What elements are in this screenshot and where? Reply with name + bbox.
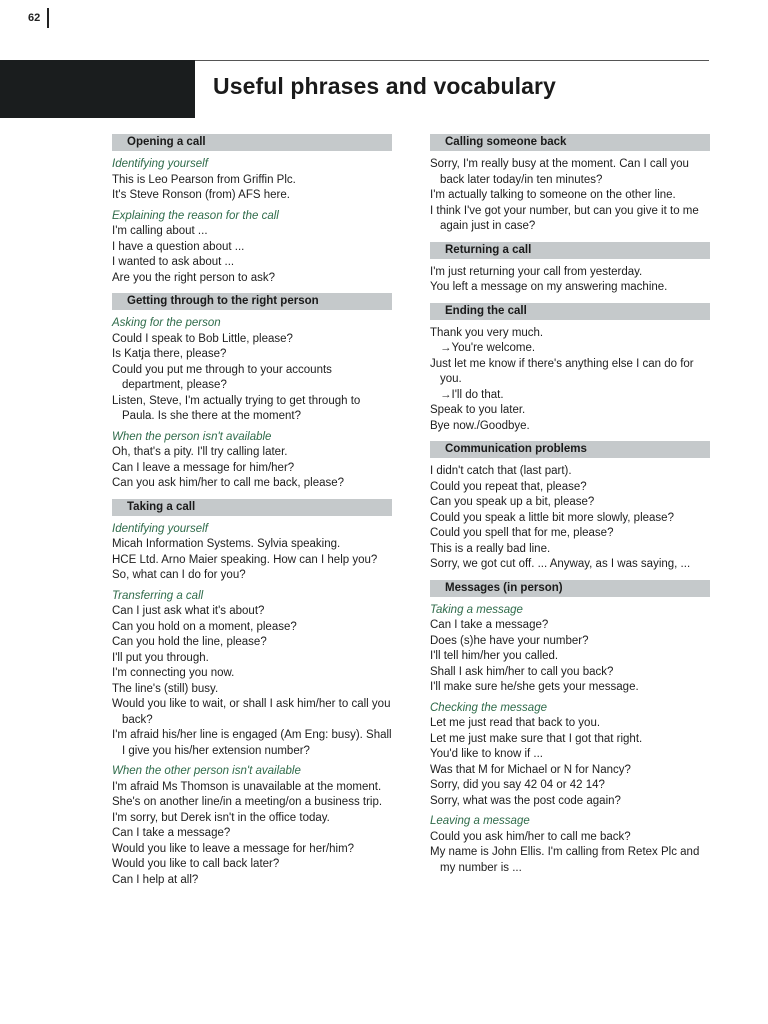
- phrase: You'd like to know if ...: [430, 748, 544, 760]
- phrase: Just let me know if there's anything else I can do for you.: [430, 357, 694, 385]
- page-number-divider: [47, 8, 49, 28]
- phrase: Speak to you later.: [430, 404, 526, 416]
- subheading: When the person isn't available: [112, 430, 272, 443]
- phrase: Sorry, we got cut off. ... Anyway, as I was saying, ...: [430, 558, 691, 570]
- left-column: [112, 134, 392, 888]
- phrase: Would you like to wait, or shall I ask him/her to call you back?: [112, 698, 391, 726]
- phrase: Could you repeat that, please?: [430, 480, 587, 493]
- subheading: Transferring a call: [112, 589, 204, 602]
- phrase: Can I help at all?: [112, 873, 199, 886]
- phrase: Would you like to call back later?: [112, 858, 280, 870]
- phrase: Can I just ask what it's about?: [112, 605, 265, 617]
- phrase: Can I take a message?: [430, 619, 549, 631]
- phrase: Bye now./Goodbye.: [430, 419, 530, 432]
- phrase: She's on another line/in a meeting/on a business trip.: [112, 796, 383, 808]
- phrase: Oh, that's a pity. I'll try calling later.: [112, 446, 288, 458]
- section-heading-getting-through: Getting through to the right person: [112, 293, 392, 310]
- reply-phrase: →I'll do that.: [440, 388, 504, 401]
- section-heading-opening-a-call: Opening a call: [112, 134, 392, 151]
- subheading: Checking the message: [430, 701, 547, 714]
- subheading: When the other person isn't available: [112, 765, 301, 777]
- phrase: My name is John Ellis. I'm calling from Retex Plc and my number is ...: [430, 846, 700, 874]
- section-heading-returning-a-call: Returning a call: [430, 242, 710, 259]
- phrase: Shall I ask him/her to call you back?: [430, 665, 614, 678]
- phrase: I'll tell him/her you called.: [430, 650, 559, 662]
- phrase: You left a message on my answering machine.: [430, 281, 668, 293]
- phrase: Could I speak to Bob Little, please?: [112, 332, 293, 345]
- phrase: Could you ask him/her to call me back?: [430, 830, 631, 843]
- phrase: Could you spell that for me, please?: [430, 527, 614, 539]
- phrase: Is Katja there, please?: [112, 348, 227, 360]
- section-heading-messages: Messages (in person): [430, 580, 710, 597]
- page-title: Useful phrases and vocabulary: [213, 73, 556, 99]
- phrase: Are you the right person to ask?: [112, 271, 276, 284]
- phrase: I'm afraid his/her line is engaged (Am Eng: busy). Shall I give you his/her extension number?: [112, 729, 392, 757]
- title-rule: [195, 60, 709, 61]
- phrase: Sorry, did you say 42 04 or 42 14?: [430, 779, 605, 791]
- page-number: 62: [28, 12, 41, 24]
- phrase: Would you like to leave a message for her/him?: [112, 842, 355, 855]
- phrase: I wanted to ask about ...: [112, 256, 235, 268]
- phrase: I'm connecting you now.: [112, 667, 235, 679]
- phrase: Could you put me through to your accounts department, please?: [112, 363, 332, 391]
- phrase: Can you ask him/her to call me back, please?: [112, 477, 345, 489]
- phrase: I'm actually talking to someone on the other line.: [430, 189, 676, 201]
- phrase: I didn't catch that (last part).: [430, 465, 572, 477]
- phrase: I'll make sure he/she gets your message.: [430, 681, 639, 693]
- reply-phrase: →You're welcome.: [440, 342, 536, 354]
- phrase: This is Leo Pearson from Griffin Plc.: [112, 173, 296, 186]
- title-band: [0, 60, 195, 118]
- phrase: Can you hold the line, please?: [112, 636, 267, 648]
- subheading: Identifying yourself: [112, 158, 208, 170]
- phrase: The line's (still) busy.: [112, 682, 219, 695]
- phrase: HCE Ltd. Arno Maier speaking. How can I help you?: [112, 553, 378, 566]
- subheading: Leaving a message: [430, 815, 530, 827]
- phrase: Sorry, what was the post code again?: [430, 794, 621, 807]
- phrase: It's Steve Ronson (from) AFS here.: [112, 189, 290, 201]
- phrase: Can I take a message?: [112, 827, 231, 839]
- phrase: I'm calling about ...: [112, 225, 208, 237]
- subheading: Asking for the person: [112, 317, 221, 329]
- phrase: I'll put you through.: [112, 651, 209, 664]
- phrase: I'm afraid Ms Thomson is unavailable at the moment.: [112, 780, 382, 793]
- subheading: Taking a message: [430, 603, 523, 616]
- section-heading-calling-back: Calling someone back: [430, 134, 710, 151]
- phrase: Can I leave a message for him/her?: [112, 461, 295, 474]
- phrase: Let me just make sure that I got that right.: [430, 732, 643, 745]
- phrase: Was that M for Michael or N for Nancy?: [430, 763, 631, 776]
- right-column: [430, 134, 710, 876]
- phrase: I have a question about ...: [112, 240, 245, 253]
- section-heading-communication-problems: Communication problems: [430, 441, 710, 458]
- phrase: Could you speak a little bit more slowly, please?: [430, 511, 674, 524]
- phrase: So, what can I do for you?: [112, 569, 246, 581]
- phrase: Let me just read that back to you.: [430, 717, 601, 729]
- phrase: Can you hold on a moment, please?: [112, 620, 297, 633]
- section-heading-ending-the-call: Ending the call: [430, 303, 710, 320]
- phrase: Does (s)he have your number?: [430, 634, 589, 647]
- section-heading-taking-a-call: Taking a call: [112, 499, 392, 516]
- phrase: Sorry, I'm really busy at the moment. Can I call you back later today/in ten minutes?: [430, 158, 689, 186]
- phrase: Can you speak up a bit, please?: [430, 496, 595, 508]
- phrase: I'm sorry, but Derek isn't in the office today.: [112, 811, 330, 824]
- phrase: Micah Information Systems. Sylvia speaking.: [112, 538, 341, 550]
- phrase: This is a really bad line.: [430, 542, 551, 555]
- phrase: Listen, Steve, I'm actually trying to get through to Paula. Is she there at the moment?: [112, 394, 361, 422]
- phrase: Thank you very much.: [430, 326, 544, 339]
- subheading: Explaining the reason for the call: [112, 209, 279, 222]
- phrase: I think I've got your number, but can you give it to me again just in case?: [430, 204, 699, 232]
- subheading: Identifying yourself: [112, 522, 208, 535]
- phrase: I'm just returning your call from yesterday.: [430, 265, 643, 278]
